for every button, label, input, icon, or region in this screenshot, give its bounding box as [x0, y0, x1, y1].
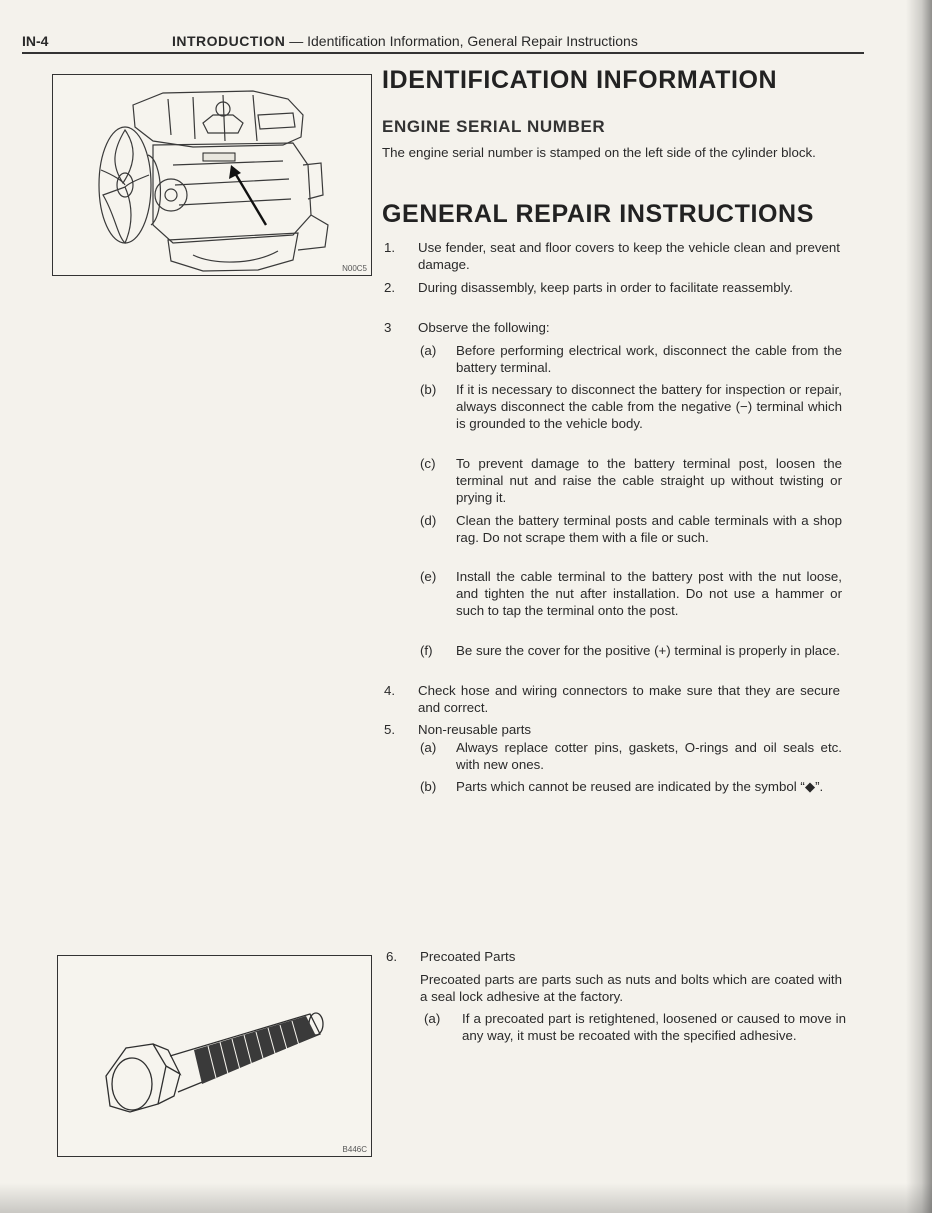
general-repair-title: GENERAL REPAIR INSTRUCTIONS [382, 200, 814, 228]
header-subtitle: — Identification Information, General Repair Instructions [289, 33, 638, 49]
page-bottom-shadow [0, 1183, 932, 1213]
identification-title: IDENTIFICATION INFORMATION [382, 66, 778, 94]
precoated-bolt-illustration [58, 956, 371, 1156]
figure-code: B446C [342, 1145, 367, 1154]
page-header [22, 30, 864, 54]
page-number: IN-4 [22, 33, 49, 49]
page-edge-shadow [906, 0, 932, 1213]
engine-block-illustration [53, 75, 371, 275]
precoated-title: Precoated Parts [420, 949, 516, 964]
header-chapter: INTRODUCTION [172, 33, 286, 49]
engine-serial-text: The engine serial number is stamped on the left side of the cylinder block. [382, 145, 816, 160]
engine-serial-heading: ENGINE SERIAL NUMBER [382, 117, 606, 136]
header-title [172, 33, 638, 49]
figure-code: N00C5 [342, 264, 367, 273]
bolt-figure [57, 955, 372, 1157]
precoated-text: Precoated parts are parts such as nuts and bolts which are coated with a seal lock adhesive at the factory. [420, 972, 842, 1004]
engine-figure [52, 74, 372, 276]
